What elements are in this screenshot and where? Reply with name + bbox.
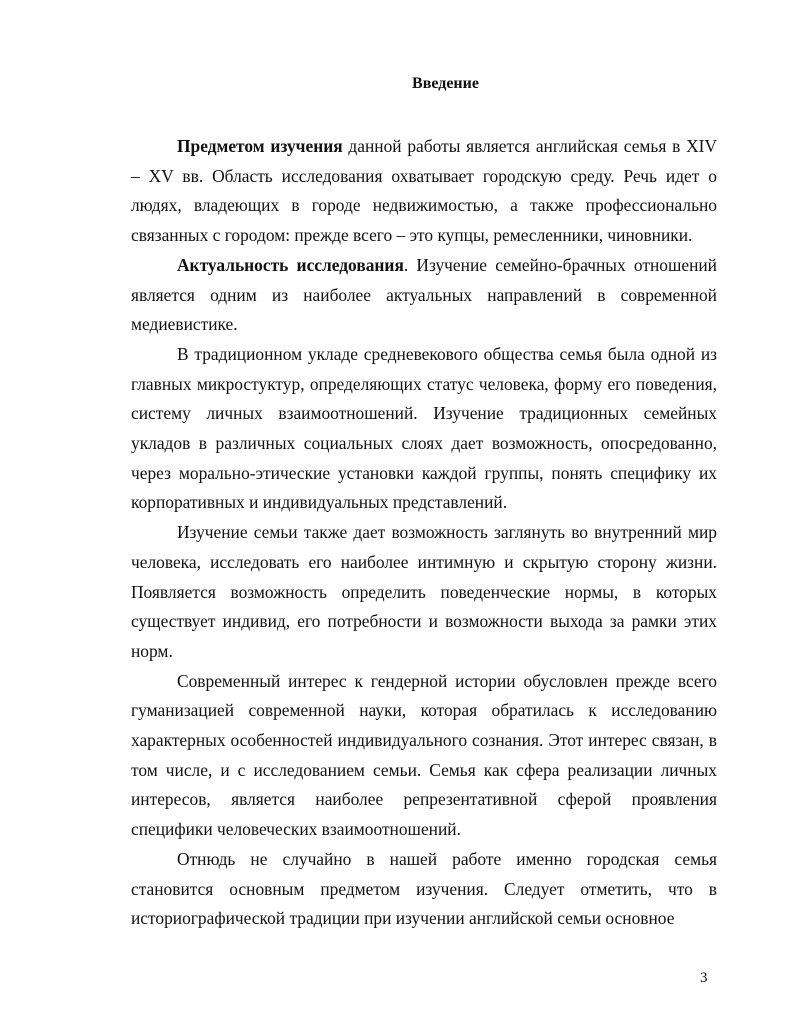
- paragraph-lead: Актуальность исследования: [177, 254, 404, 275]
- paragraph-text: В традиционном укладе средневекового общества семья была одной из главных микростуктур, определяющих статус человека, форму его поведения, систему личных взаимоотношений. Изучение традиционных семейных укладов в различных социальных слоях дает возможность, опосредованно, через морально-этические установки каждой группы, понять специфику их корпоративных и индивидуальных представлений.: [131, 343, 717, 513]
- page-number: 3: [700, 970, 708, 986]
- paragraph-text: данной работы является английская семья в XIV – XV вв. Область исследования охватывает городскую среду. Речь идет о людях, владеющих в городе недвижимостью, а также профессионально связанных с городом: прежде всего – это купцы, ремесленники, чиновники.: [131, 136, 717, 246]
- body-text: [131, 132, 717, 934]
- paragraph-text: . Изучение семейно-брачных отношений является одним из наиболее актуальных направлений в современной медиевистике.: [131, 254, 717, 335]
- paragraph-traditional: [131, 340, 717, 518]
- paragraph-gender-history: [131, 667, 717, 845]
- paragraph-lead: Предметом изучения: [177, 136, 343, 156]
- paragraph-subject: [131, 132, 717, 251]
- paragraph-inner-world: [131, 518, 717, 667]
- paragraph-relevance: [131, 251, 717, 340]
- paragraph-text: Изучение семьи также дает возможность заглянуть во внутренний мир человека, исследовать его наиболее интимную и скрытую сторону жизни. Появляется возможность определить поведенческие нормы, в которых существует индивид, его потребности и возможности выхода за рамки этих норм.: [131, 522, 717, 661]
- paragraph-text: Отнюдь не случайно в нашей работе именно городская семья становится основным предметом изучения. Следует отметить, что в историографической традиции при изучении английской семьи основное: [131, 848, 717, 929]
- paragraph-text: Современный интерес к гендерной истории обусловлен прежде всего гуманизацией современной науки, которая обратилась к исследованию характерных особенностей индивидуального сознания. Этот интерес связан, в том числе, и с исследованием семьи. Семья как сфера реализации личных интересов, является наиболее репрезентативной сферой проявления специфики человеческих взаимоотношений.: [131, 670, 717, 840]
- page-title: Введение: [412, 75, 479, 92]
- paragraph-urban-family: [131, 845, 717, 934]
